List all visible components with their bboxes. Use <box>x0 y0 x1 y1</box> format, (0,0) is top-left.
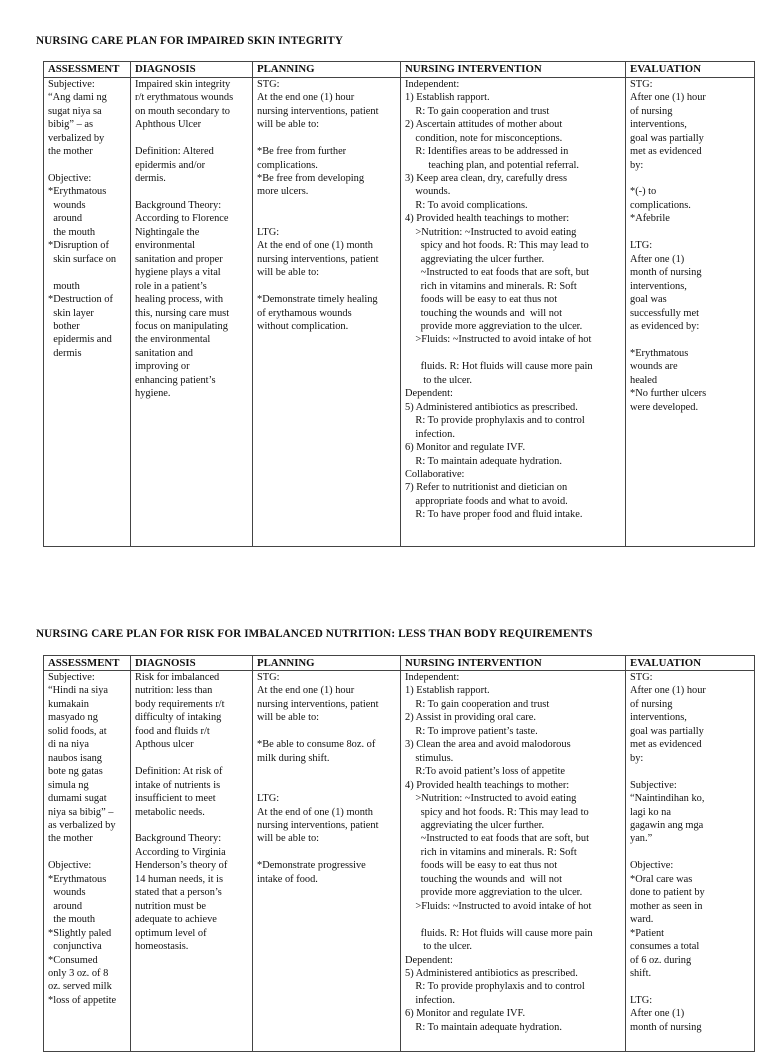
header-assessment: ASSESSMENT <box>44 62 131 78</box>
planning-cell: STG: At the end one (1) hour nursing interventions, patient will be able to: *Be free from further complications. *Be free from developing more ulcers. LTG: At the end of one (1) month nursing interventions, patient will be able to: *Demonstrate timely healing of erythamous wounds without complication. <box>257 78 379 332</box>
table-header-row <box>44 62 755 78</box>
planning-cell: STG: At the end one (1) hour nursing interventions, patient will be able to: *Be able to consume 8oz. of milk during shift. LTG: At the end of one (1) month nursing interventions, patient will be able to: *Demonstrate progressive intake of food. <box>257 672 379 885</box>
header-evaluation: EVALUATION <box>626 62 755 78</box>
intervention-cell: Independent: 1) Establish rapport. R: To gain cooperation and trust 2) Assist in providing oral care. R: To improve patient’s taste. 3) Clean the area and avoid malodorous stimulus. R:To avoid patient’s loss of appetite 4) Provided health teachings to mother: >Nutrition: ~Instructed to avoid eating spicy and hot foods. R: This may lead to aggreviating the ulcer further. ~Instructed to eat foods that are soft, but rich in vitamins and minerals. R: Soft foods will be easy to eat thus not touching the wounds and will not provide more aggreviation to the ulcer. >Fluids: ~Instructed to avoid intake of hot fluids. R: Hot fluids will cause more pain to the ulcer. Dependent: 5) Administered antibiotics as prescribed. R: To provide prophylaxis and to control infection. 6) Monitor and regulate IVF. R: To maintain adequate hydration. <box>405 672 593 1033</box>
header-diagnosis: DIAGNOSIS <box>131 656 253 671</box>
intervention-cell: Independent: 1) Establish rapport. R: To gain cooperation and trust 2) Ascertain attitudes of mother about condition, note for misconceptions. R: Identifies areas to be addressed in teaching plan, and potential referral. 3) Keep area clean, dry, carefully dress wounds. R: To avoid complications. 4) Provided health teachings to mother: >Nutrition: ~Instructed to avoid eating spicy and hot foods. R: This may lead to aggreviating the ulcer further. ~Instructed to eat foods that are soft, but rich in vitamins and minerals. R: Soft foods will be easy to eat thus not touching the wounds and will not provide more aggreviation to the ulcer. >Fluids: ~Instructed to avoid intake of hot fluids. R: Hot fluids will cause more pain to the ulcer. Dependent: 5) Administered antibiotics as prescribed. R: To provide prophylaxis and to control infection. 6) Monitor and regulate IVF. R: To maintain adequate hydration. Collaborative: 7) Refer to nutritionist and dietician on appropriate foods and what to avoid. R: To have proper food and fluid intake. <box>405 78 593 521</box>
table-row <box>44 671 755 1052</box>
table-header-row <box>44 656 755 671</box>
header-planning: PLANNING <box>253 656 401 671</box>
care-plan-1-title: NURSING CARE PLAN FOR IMPAIRED SKIN INTEGRITY <box>36 35 344 47</box>
care-plan-1-table <box>43 61 755 547</box>
diagnosis-cell: Risk for imbalanced nutrition: less than body requirements r/t difficulty of intaking food and fluids r/t Apthous ulcer Definition: At risk of intake of nutrients is insufficient to meet metabolic needs. Background Theory: According to Virginia Henderson’s theory of 14 human needs, it is stated that a person’s nutrition must be adequate to achieve optimum level of homeostasis. <box>135 672 228 953</box>
header-evaluation: EVALUATION <box>626 656 755 671</box>
care-plan-2-title: NURSING CARE PLAN FOR RISK FOR IMBALANCED NUTRITION: LESS THAN BODY REQUIREMENTS <box>36 628 593 640</box>
assessment-cell: Subjective: “Ang dami ng sugat niya sa bibig” – as verbalized by the mother Objective: *Erythmatous wounds around the mouth *Disruption of skin surface on mouth *Destruction of skin layer bother epidermis and dermis <box>48 78 117 359</box>
assessment-cell: Subjective: “Hindi na siya kumakain masyado ng solid foods, at di na niya naubos isang bote ng gatas simula ng dumami sugat niya sa bibig” – as verbalized by the mother Objective: *Erythmatous wounds around the mouth *Slightly paled conjunctiva *Consumed only 3 oz. of 8 oz. served milk *loss of appetite <box>48 672 117 1006</box>
table-row <box>44 77 755 546</box>
header-assessment: ASSESSMENT <box>44 656 131 671</box>
evaluation-cell: STG: After one (1) hour of nursing interventions, goal was partially met as evidenced by: Subjective: “Naintindihan ko, lagi ko na gagawin ang mga yan.” Objective: *Oral care was done to patient by mother as seen in ward. *Patient consumes a total of 6 oz. during shift. LTG: After one (1) month of nursing <box>630 672 706 1033</box>
header-nursing-intervention: NURSING INTERVENTION <box>401 62 626 78</box>
evaluation-cell: STG: After one (1) hour of nursing interventions, goal was partially met as evidenced by: *(-) to complications. *Afebrile LTG: After one (1) month of nursing interventions, goal was successfully met as evidenced by: *Erythmatous wounds are healed *No further ulcers were developed. <box>630 78 707 413</box>
diagnosis-cell: Impaired skin integrity r/t erythmatous wounds on mouth secondary to Aphthous Ulcer Definition: Altered epidermis and/or dermis. Background Theory: According to Florence Nightingale the environmental sanitation and proper hygiene plays a vital role in a patient’s healing process, with this, nursing care must focus on manipulating the environmental sanitation and improving or enhancing patient’s hygiene. <box>135 78 234 400</box>
care-plan-2-table <box>43 655 755 1052</box>
header-diagnosis: DIAGNOSIS <box>131 62 253 78</box>
header-nursing-intervention: NURSING INTERVENTION <box>401 656 626 671</box>
header-planning: PLANNING <box>253 62 401 78</box>
